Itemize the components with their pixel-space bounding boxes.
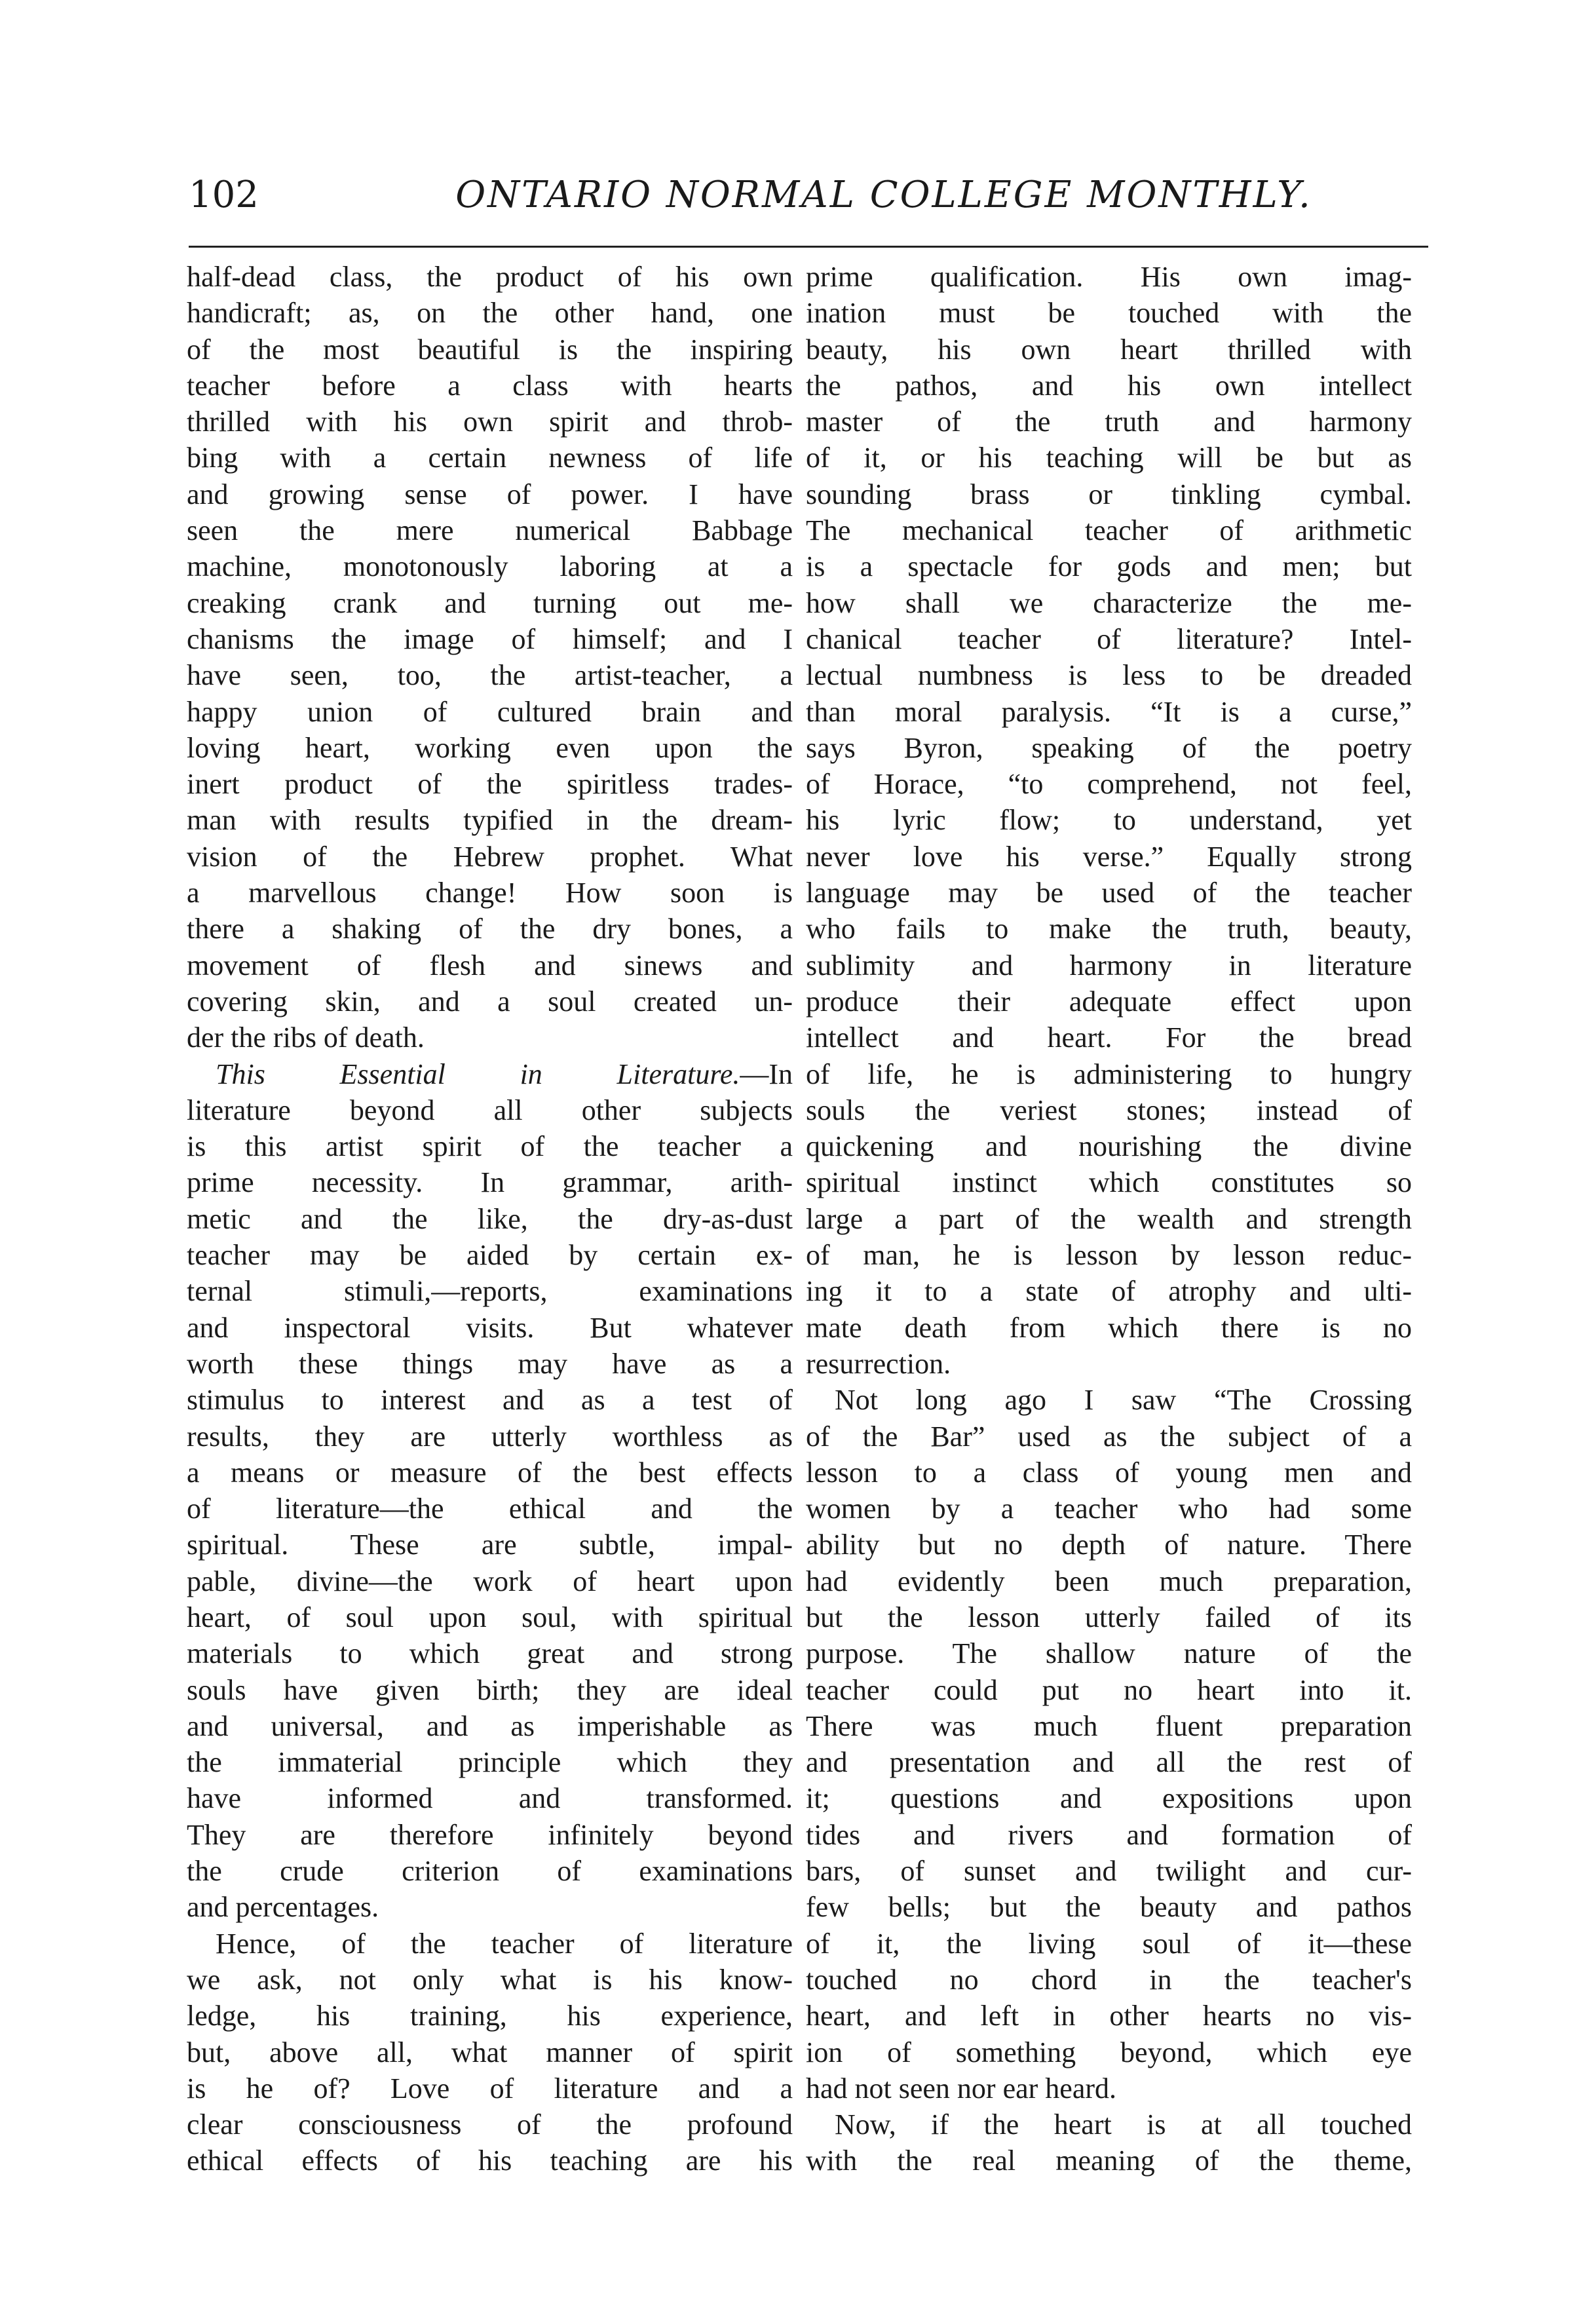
text-line: ability but no depth of nature. There <box>806 1529 1412 1561</box>
text-line: produce their adequate effect upon <box>806 985 1412 1018</box>
text-line: worth these things may have as a <box>187 1347 793 1380</box>
text-line: vision of the Hebrew prophet. What <box>187 840 793 873</box>
text-line: master of the truth and harmony <box>806 406 1412 438</box>
text-line: bars, of sunset and twilight and cur- <box>806 1855 1412 1888</box>
journal-title: ONTARIO NORMAL COLLEGE MONTHLY. <box>455 174 1312 216</box>
text-line: spiritual. These are subtle, impal- <box>187 1529 793 1561</box>
text-line: than moral paralysis. “It is a curse,” <box>806 695 1412 728</box>
text-line: of Horace, “to comprehend, not feel, <box>806 768 1412 801</box>
text-line: der the ribs of death. <box>187 1021 425 1054</box>
text-line: seen the mere numerical Babbage <box>187 514 793 547</box>
text-line: souls have given birth; they are ideal <box>187 1673 793 1706</box>
text-line: movement of flesh and sinews and <box>187 949 793 981</box>
text-line: happy union of cultured brain and <box>187 695 793 728</box>
text-line: the immaterial principle which they <box>187 1746 793 1779</box>
text-line: who fails to make the truth, beauty, <box>806 913 1412 945</box>
text-line: but, above all, what manner of spirit <box>187 2036 793 2068</box>
text-line: of the most beautiful is the inspiring <box>187 333 793 366</box>
text-line: and inspectoral visits. But whatever <box>187 1311 793 1344</box>
text-line: quickening and nourishing the divine <box>806 1130 1412 1163</box>
text-line: and growing sense of power. I have <box>187 478 793 510</box>
text-line: and universal, and as imperishable as <box>187 1709 793 1742</box>
right-column <box>806 259 1412 2224</box>
text-line: ethical effects of his teaching are his <box>187 2144 793 2177</box>
text-line: large a part of the wealth and strength <box>806 1202 1412 1235</box>
text-line: teacher before a class with hearts <box>187 369 793 402</box>
text-line: his lyric flow; to understand, yet <box>806 804 1412 837</box>
text-line: clear consciousness of the profound <box>187 2108 793 2141</box>
text-line: heart, of soul upon soul, with spiritual <box>187 1601 793 1633</box>
text-line: of life, he is administering to hungry <box>806 1057 1412 1090</box>
text-line: sounding brass or tinkling cymbal. <box>806 478 1412 510</box>
text-line: with the real meaning of the theme, <box>806 2144 1412 2177</box>
text-line: have seen, too, the artist-teacher, a <box>187 659 793 692</box>
left-column <box>187 259 793 2224</box>
text-line: a means or measure of the best effects <box>187 1456 793 1489</box>
section-heading: This Essential in Literature. <box>216 1057 740 1090</box>
text-line: of it, the living soul of it—these <box>806 1927 1412 1960</box>
text-line: and percentages. <box>187 1891 379 1924</box>
text-line: the pathos, and his own intellect <box>806 369 1412 402</box>
text-line: had not seen nor ear heard. <box>806 2072 1117 2105</box>
text-line: teacher could put no heart into it. <box>806 1673 1412 1706</box>
text-line: lesson to a class of young men and <box>806 1456 1412 1489</box>
text-line: heart, and left in other hearts no vis- <box>806 2000 1412 2032</box>
text-line: teacher may be aided by certain ex- <box>187 1239 793 1272</box>
text-line: of the Bar” used as the subject of a <box>806 1420 1412 1453</box>
text-line: The mechanical teacher of arithmetic <box>806 514 1412 547</box>
text-line: it; questions and expositions upon <box>806 1782 1412 1815</box>
text-line: a marvellous change! How soon is <box>187 877 793 909</box>
text-line: beauty, his own heart thrilled with <box>806 333 1412 366</box>
text-line: materials to which great and strong <box>187 1637 793 1670</box>
section-heading-tail: —In <box>740 1057 793 1090</box>
text-line: women by a teacher who had some <box>806 1493 1412 1525</box>
text-line: is he of? Love of literature and a <box>187 2072 793 2105</box>
text-line: covering skin, and a soul created un- <box>187 985 793 1018</box>
text-line: literature beyond all other subjects <box>187 1094 793 1126</box>
text-line: ternal stimuli,—reports, examinations <box>187 1275 793 1308</box>
text-line: never love his verse.” Equally strong <box>806 840 1412 873</box>
text-line: man with results typified in the dream- <box>187 804 793 837</box>
text-line: sublimity and harmony in literature <box>806 949 1412 981</box>
text-line: ion of something beyond, which eye <box>806 2036 1412 2068</box>
text-line: machine, monotonously laboring at a <box>187 550 793 583</box>
text-line: tides and rivers and formation of <box>806 1818 1412 1851</box>
text-line: ledge, his training, his experience, <box>187 2000 793 2032</box>
text-line: purpose. The shallow nature of the <box>806 1637 1412 1670</box>
text-line: of it, or his teaching will be but as <box>806 442 1412 474</box>
text-line: says Byron, speaking of the poetry <box>806 731 1412 764</box>
text-line: prime qualification. His own imag- <box>806 261 1412 293</box>
text-line: ination must be touched with the <box>806 297 1412 330</box>
text-line: pable, divine—the work of heart upon <box>187 1565 793 1597</box>
text-line: spiritual instinct which constitutes so <box>806 1166 1412 1199</box>
text-line: few bells; but the beauty and pathos <box>806 1891 1412 1924</box>
text-line: chanical teacher of literature? Intel- <box>806 622 1412 655</box>
text-line: Now, if the heart is at all touched <box>835 2108 1412 2141</box>
text-line: language may be used of the teacher <box>806 877 1412 909</box>
text-line: the crude criterion of examinations <box>187 1855 793 1888</box>
text-line: There was much fluent preparation <box>806 1709 1412 1742</box>
text-line: of literature—the ethical and the <box>187 1493 793 1525</box>
text-line: chanisms the image of himself; and I <box>187 622 793 655</box>
text-line: how shall we characterize the me- <box>806 586 1412 619</box>
text-line: inert product of the spiritless trades- <box>187 768 793 801</box>
text-line: loving heart, working even upon the <box>187 731 793 764</box>
text-line: bing with a certain newness of life <box>187 442 793 474</box>
text-line: stimulus to interest and as a test of <box>187 1384 793 1417</box>
text-line: prime necessity. In grammar, arith- <box>187 1166 793 1199</box>
text-line: half-dead class, the product of his own <box>187 261 793 293</box>
text-line: mate death from which there is no <box>806 1311 1412 1344</box>
text-line: intellect and heart. For the bread <box>806 1021 1412 1054</box>
text-line: lectual numbness is less to be dreaded <box>806 659 1412 692</box>
text-line: have informed and transformed. <box>187 1782 793 1815</box>
text-line: but the lesson utterly failed of its <box>806 1601 1412 1633</box>
text-line: touched no chord in the teacher's <box>806 1963 1412 1996</box>
text-line: and presentation and all the rest of <box>806 1746 1412 1779</box>
text-line: creaking crank and turning out me- <box>187 586 793 619</box>
text-line: Not long ago I saw “The Crossing <box>835 1384 1412 1417</box>
text-line: of man, he is lesson by lesson reduc- <box>806 1239 1412 1272</box>
section-heading-line <box>187 1056 793 1092</box>
header-rule <box>189 246 1428 248</box>
text-line: handicraft; as, on the other hand, one <box>187 297 793 330</box>
text-line: metic and the like, the dry-as-dust <box>187 1202 793 1235</box>
text-line: They are therefore infinitely beyond <box>187 1818 793 1851</box>
text-line: resurrection. <box>806 1347 951 1380</box>
text-line: souls the veriest stones; instead of <box>806 1094 1412 1126</box>
text-line: had evidently been much preparation, <box>806 1565 1412 1597</box>
text-line: Hence, of the teacher of literature <box>216 1927 793 1960</box>
page-number: 102 <box>189 174 259 216</box>
text-line: we ask, not only what is his know- <box>187 1963 793 1996</box>
text-line: there a shaking of the dry bones, a <box>187 913 793 945</box>
text-line: is a spectacle for gods and men; but <box>806 550 1412 583</box>
text-line: is this artist spirit of the teacher a <box>187 1130 793 1163</box>
page-header <box>189 169 1428 221</box>
text-line: results, they are utterly worthless as <box>187 1420 793 1453</box>
text-line: thrilled with his own spirit and throb- <box>187 406 793 438</box>
text-line: ing it to a state of atrophy and ulti- <box>806 1275 1412 1308</box>
